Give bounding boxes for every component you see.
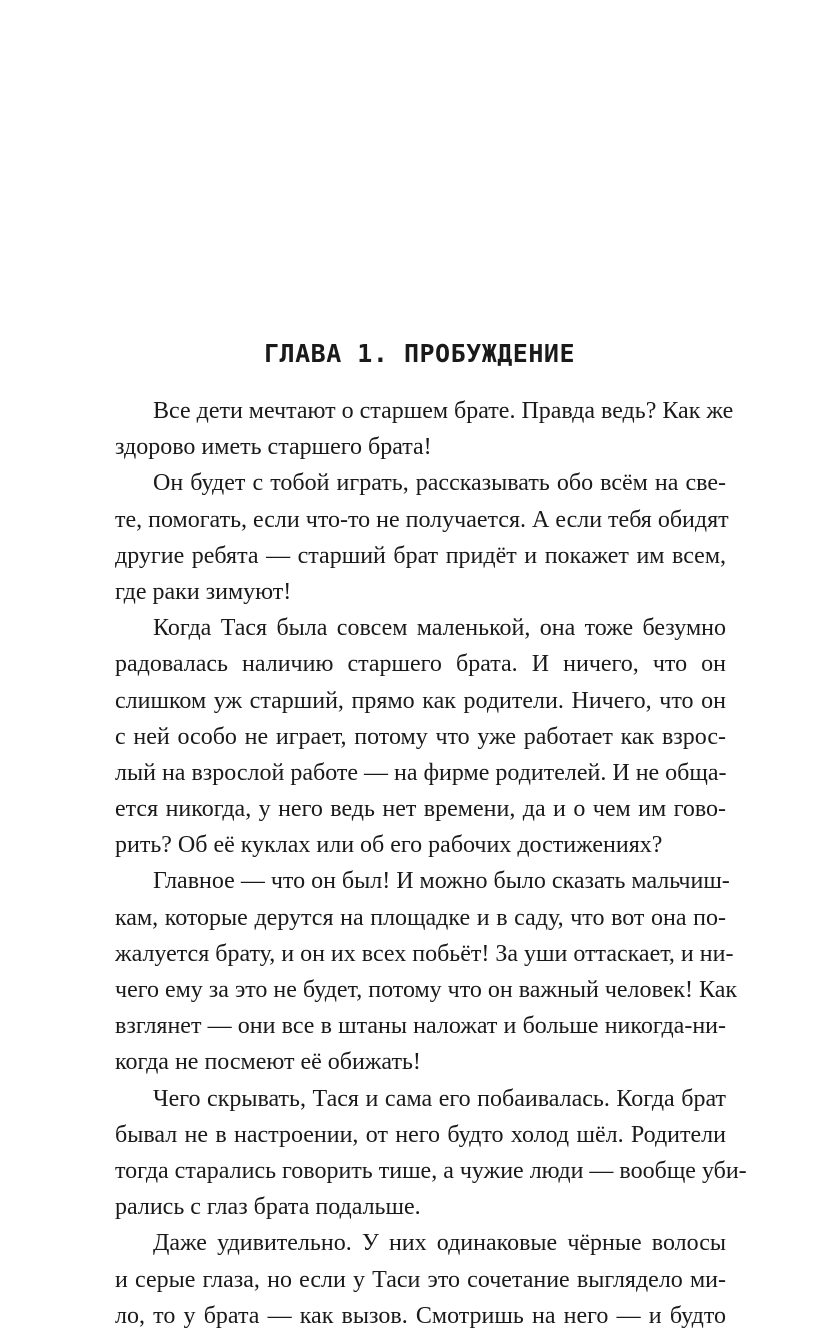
- text-line: бывал не в настроении, от него будто холод шёл. Родители: [115, 1121, 726, 1148]
- text-line: Даже удивительно. У них одинаковые чёрные волосы: [153, 1230, 726, 1257]
- text-line: рить? Об её куклах или об его рабочих достижениях?: [115, 832, 663, 859]
- text-line: кам, которые дерутся на площадке и в саду, что вот она по-: [115, 904, 726, 931]
- text-line: ло, то у брата — как вызов. Смотришь на него — и будто: [115, 1302, 726, 1329]
- text-line: другие ребята — старший брат придёт и покажет им всем,: [115, 542, 726, 569]
- text-line: взглянет — они все в штаны наложат и больше никогда-ни-: [115, 1013, 726, 1040]
- chapter-text: [115, 393, 747, 1334]
- text-line: Чего скрывать, Тася и сама его побаивалась. Когда брат: [153, 1085, 726, 1112]
- text-line: здорово иметь старшего брата!: [115, 434, 432, 461]
- text-line: жалуется брату, и он их всех побьёт! За уши оттаскает, и ни-: [115, 940, 734, 967]
- text-line: Он будет с тобой играть, рассказывать обо всём на све-: [153, 470, 726, 497]
- text-line: Все дети мечтают о старшем брате. Правда ведь? Как же: [153, 398, 734, 424]
- text-line: ется никогда, у него ведь нет времени, да и о чем им гово-: [115, 796, 726, 823]
- chapter-title: ГЛАВА 1. ПРОБУЖДЕНИЕ: [263, 339, 576, 368]
- text-line: радовалась наличию старшего брата. И ничего, что он: [115, 651, 726, 678]
- text-line: с ней особо не играет, потому что уже работает как взрос-: [115, 723, 726, 750]
- text-line: лый на взрослой работе — на фирме родителей. И не обща-: [115, 759, 727, 786]
- text-line: чего ему за это не будет, потому что он важный человек! Как: [115, 977, 738, 1003]
- text-line: Когда Тася была совсем маленькой, она тоже безумно: [153, 615, 726, 642]
- text-line: где раки зимуют!: [115, 578, 292, 605]
- text-line: тогда старались говорить тише, а чужие люди — вообще уби-: [115, 1157, 747, 1184]
- text-line: Главное — что он был! И можно было сказать мальчиш-: [153, 868, 730, 895]
- text-line: те, помогать, если что-то не получается. А если тебя обидят: [115, 506, 729, 533]
- text-line: слишком уж старший, прямо как родители. Ничего, что он: [115, 687, 726, 714]
- text-line: рались с глаз брата подальше.: [115, 1194, 421, 1221]
- text-line: и серые глаза, но если у Таси это сочетание выглядело ми-: [115, 1266, 726, 1293]
- text-line: когда не посмеют её обижать!: [115, 1049, 421, 1076]
